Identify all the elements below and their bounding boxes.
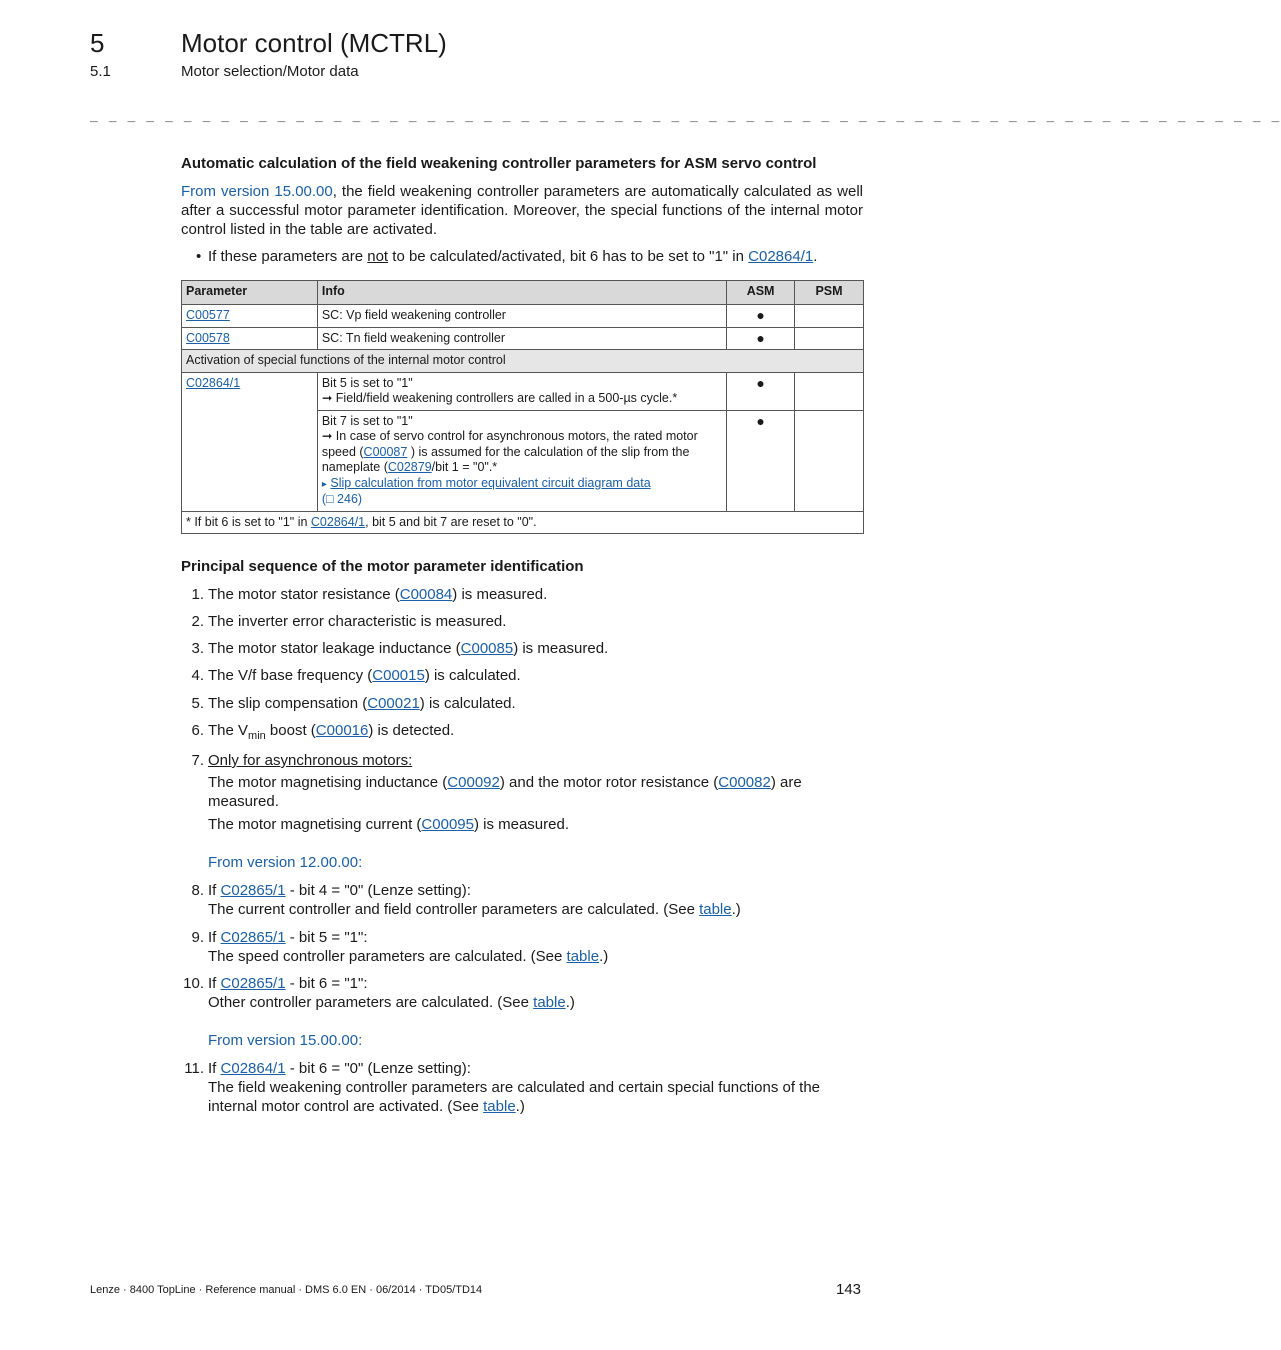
step-text: .) xyxy=(599,948,609,965)
version-note-12: From version 12.00.00: xyxy=(208,854,363,871)
bit7-text-a: ➞ In case of servo control for asynchronous motors, the rated motor speed ( xyxy=(321,429,698,459)
bullet-not: not xyxy=(367,248,389,265)
list-item xyxy=(191,666,521,685)
bit7-text-c: /bit 1 = "0".* xyxy=(431,460,498,474)
list-item-detail xyxy=(208,815,863,834)
step-text: ) is measured. xyxy=(452,586,548,603)
list-item xyxy=(184,1059,863,1116)
chapter-number: 5 xyxy=(90,28,105,58)
asm-bullet: ● xyxy=(727,372,795,410)
param-link-c02865[interactable]: C02865/1 xyxy=(220,975,286,992)
param-link-c00087[interactable]: C00087 xyxy=(363,444,408,459)
step-number: 3. xyxy=(191,640,204,657)
step-text: The V xyxy=(208,722,249,739)
list-item xyxy=(191,585,548,604)
step-number: 6. xyxy=(191,722,204,739)
step-text: If xyxy=(208,1060,221,1077)
param-link-c02865[interactable]: C02865/1 xyxy=(220,882,286,899)
col-header-parameter: Parameter xyxy=(182,281,318,305)
bit7-text-b: ) is assumed for the calculation of the slip from the nameplate ( xyxy=(321,444,690,474)
table-header-row xyxy=(182,281,864,305)
step-text: - bit 6 = "0" (Lenze setting): xyxy=(285,1060,471,1077)
step-text: ) are measured. xyxy=(208,774,802,810)
col-header-info: Info xyxy=(317,281,726,305)
step-text: - bit 6 = "1": xyxy=(285,975,368,992)
param-link-c02864[interactable]: C02864/1 xyxy=(186,375,241,390)
step-title: Only for asynchronous motors: xyxy=(208,752,413,769)
book-icon: □ xyxy=(326,492,334,506)
list-item xyxy=(191,694,516,713)
arrow-right-icon: ▸ xyxy=(321,478,327,490)
table-footnote-row xyxy=(182,511,864,534)
step-text: - bit 4 = "0" (Lenze setting): xyxy=(285,882,471,899)
psm-cell xyxy=(795,410,864,511)
info-cell: SC: Vp field weakening controller xyxy=(317,305,726,328)
step-text: The motor magnetising inductance ( xyxy=(208,774,448,791)
step-text: ) is detected. xyxy=(368,722,455,739)
step-text: If xyxy=(208,975,221,992)
step-text: The current controller and field controller parameters are calculated. (See xyxy=(208,901,700,918)
table-link[interactable]: table xyxy=(483,1098,516,1115)
page-number: 143 xyxy=(836,1281,862,1298)
sequence-heading: Principal sequence of the motor parameter identification xyxy=(181,558,584,575)
footer-text: Lenze · 8400 TopLine · Reference manual · DMS 6.0 EN · 06/2014 · TD05/TD14 xyxy=(90,1284,483,1296)
slip-calculation-link[interactable]: Slip calculation from motor equivalent circuit diagram data xyxy=(330,475,651,490)
step-text: .) xyxy=(565,994,575,1011)
list-item-detail xyxy=(208,773,863,811)
bit5-title: Bit 5 is set to "1" xyxy=(321,375,413,390)
list-item xyxy=(191,721,455,746)
list-item xyxy=(191,639,609,658)
step-text: The slip compensation ( xyxy=(208,695,368,712)
parameter-table xyxy=(181,280,864,534)
ref-page-paren: ( xyxy=(321,492,327,506)
step-text: If xyxy=(208,929,221,946)
param-link-c02879[interactable]: C02879 xyxy=(387,460,432,474)
step-text: ) is calculated. xyxy=(419,695,516,712)
bullet-dot: • xyxy=(196,248,202,265)
info-cell: SC: Tn field weakening controller xyxy=(317,327,726,350)
step-text: The motor magnetising current ( xyxy=(208,816,422,833)
intro-text: , the field weakening controller parameters are automatically calculated as well after a successful motor parameter identification. Moreover, the special functions of the internal motor control listed in the table are activated. xyxy=(181,183,864,238)
psm-cell xyxy=(795,305,864,328)
step-text: ) is measured. xyxy=(473,816,570,833)
param-link-c02865[interactable]: C02865/1 xyxy=(220,929,286,946)
table-row xyxy=(182,305,864,328)
step-text: boost ( xyxy=(265,722,316,739)
step-text: The inverter error characteristic is measured. xyxy=(208,613,507,630)
bit7-title: Bit 7 is set to "1" xyxy=(321,413,413,428)
step-text: Other controller parameters are calculated. (See xyxy=(208,994,534,1011)
param-link-c02864[interactable]: C02864/1 xyxy=(220,1060,286,1077)
section-title: Motor selection/Motor data xyxy=(181,63,359,80)
step-number: 11. xyxy=(184,1060,204,1077)
list-item xyxy=(183,974,863,1012)
step-text: If xyxy=(208,882,221,899)
footnote-text-end: , bit 5 and bit 7 are reset to "0". xyxy=(365,514,537,529)
table-section-row xyxy=(182,350,864,373)
table-link[interactable]: table xyxy=(566,948,600,965)
step-text: The V/f base frequency ( xyxy=(208,667,373,684)
psm-cell xyxy=(795,372,864,410)
step-number: 4. xyxy=(191,667,204,684)
param-link-c00578[interactable]: C00578 xyxy=(186,330,230,345)
ref-page-number[interactable]: 246) xyxy=(333,492,363,506)
footnote-text: * If bit 6 is set to "1" in xyxy=(186,514,311,529)
bullet-text: If these parameters are xyxy=(208,248,368,265)
col-header-psm: PSM xyxy=(795,281,864,305)
col-header-asm: ASM xyxy=(727,281,795,305)
bullet-text-mid: to be calculated/activated, bit 6 has to be set to "1" in xyxy=(388,248,749,265)
list-item xyxy=(191,751,863,770)
psm-cell xyxy=(795,327,864,350)
bit7-text xyxy=(322,429,722,476)
step-text: ) is calculated. xyxy=(424,667,521,684)
intro-bullet xyxy=(196,248,863,265)
subscript-min: min xyxy=(248,730,266,742)
footnote-cell xyxy=(182,511,864,534)
list-item xyxy=(191,928,863,966)
table-row xyxy=(182,327,864,350)
list-item xyxy=(191,612,507,631)
step-text: The motor stator resistance ( xyxy=(208,586,400,603)
step-number: 2. xyxy=(191,613,204,630)
param-link-c00085[interactable]: C00085 xyxy=(460,640,514,657)
bullet-end: . xyxy=(813,248,818,265)
header-separator: _ _ _ _ _ _ _ _ _ _ _ _ _ _ _ _ _ _ _ _ _ _ _ _ _ _ _ _ _ _ _ _ _ _ _ _ _ _ _ _ _ _ _ _ _ _ _ _ _ _ _ _ _ _ _ _ _ _ _ _ _ _ _ _ xyxy=(90,108,1281,123)
bit5-text: ➞ Field/field weakening controllers are called in a 500-µs cycle.* xyxy=(321,391,678,405)
version-link[interactable]: From version 15.00.00 xyxy=(181,183,333,200)
step-number: 8. xyxy=(191,882,204,899)
step-text: The motor stator leakage inductance ( xyxy=(208,640,461,657)
param-link-c02864[interactable]: C02864/1 xyxy=(748,248,814,265)
step-text: ) and the motor rotor resistance ( xyxy=(499,774,719,791)
step-number: 9. xyxy=(191,929,204,946)
info-cell-bit7 xyxy=(317,410,726,511)
asm-bullet: ● xyxy=(727,410,795,511)
intro-heading: Automatic calculation of the field weakening controller parameters for ASM servo control xyxy=(181,155,817,172)
step-text: - bit 5 = "1": xyxy=(285,929,368,946)
asm-bullet: ● xyxy=(727,305,795,328)
param-link-c00084[interactable]: C00084 xyxy=(399,586,453,603)
step-number: 1. xyxy=(191,586,204,603)
param-link-c00092[interactable]: C00092 xyxy=(447,774,500,791)
section-row-label: Activation of special functions of the internal motor control xyxy=(182,350,864,373)
step-text: .) xyxy=(515,1098,525,1115)
cross-reference xyxy=(322,476,722,508)
chapter-title: Motor control (MCTRL) xyxy=(181,28,447,58)
intro-paragraph xyxy=(181,182,863,239)
step-text: The speed controller parameters are calculated. (See xyxy=(208,948,567,965)
param-link-c00095[interactable]: C00095 xyxy=(421,816,474,833)
param-link-c00577[interactable]: C00577 xyxy=(186,308,230,322)
step-text: .) xyxy=(731,901,741,918)
version-note-15: From version 15.00.00: xyxy=(208,1032,363,1049)
table-link[interactable]: table xyxy=(533,994,566,1011)
param-link-c00021[interactable]: C00021 xyxy=(367,695,420,712)
section-number: 5.1 xyxy=(90,63,111,80)
step-number: 5. xyxy=(191,695,204,712)
param-link-c00015[interactable]: C00015 xyxy=(372,667,425,684)
param-link-c00016[interactable]: C00016 xyxy=(315,722,369,739)
step-text: The field weakening controller parameters are calculated and certain special functions of the internal motor control are activated. (See xyxy=(208,1079,821,1115)
table-row xyxy=(182,372,864,410)
table-link[interactable]: table xyxy=(699,901,732,918)
param-link-c02864-footnote[interactable]: C02864/1 xyxy=(310,514,366,529)
asm-bullet: ● xyxy=(727,327,795,350)
step-number: 7. xyxy=(191,752,204,769)
step-text: ) is measured. xyxy=(513,640,609,657)
list-item xyxy=(191,881,863,919)
param-link-c00082[interactable]: C00082 xyxy=(718,774,771,791)
info-cell-bit5 xyxy=(317,372,726,410)
step-number: 10. xyxy=(183,975,204,992)
